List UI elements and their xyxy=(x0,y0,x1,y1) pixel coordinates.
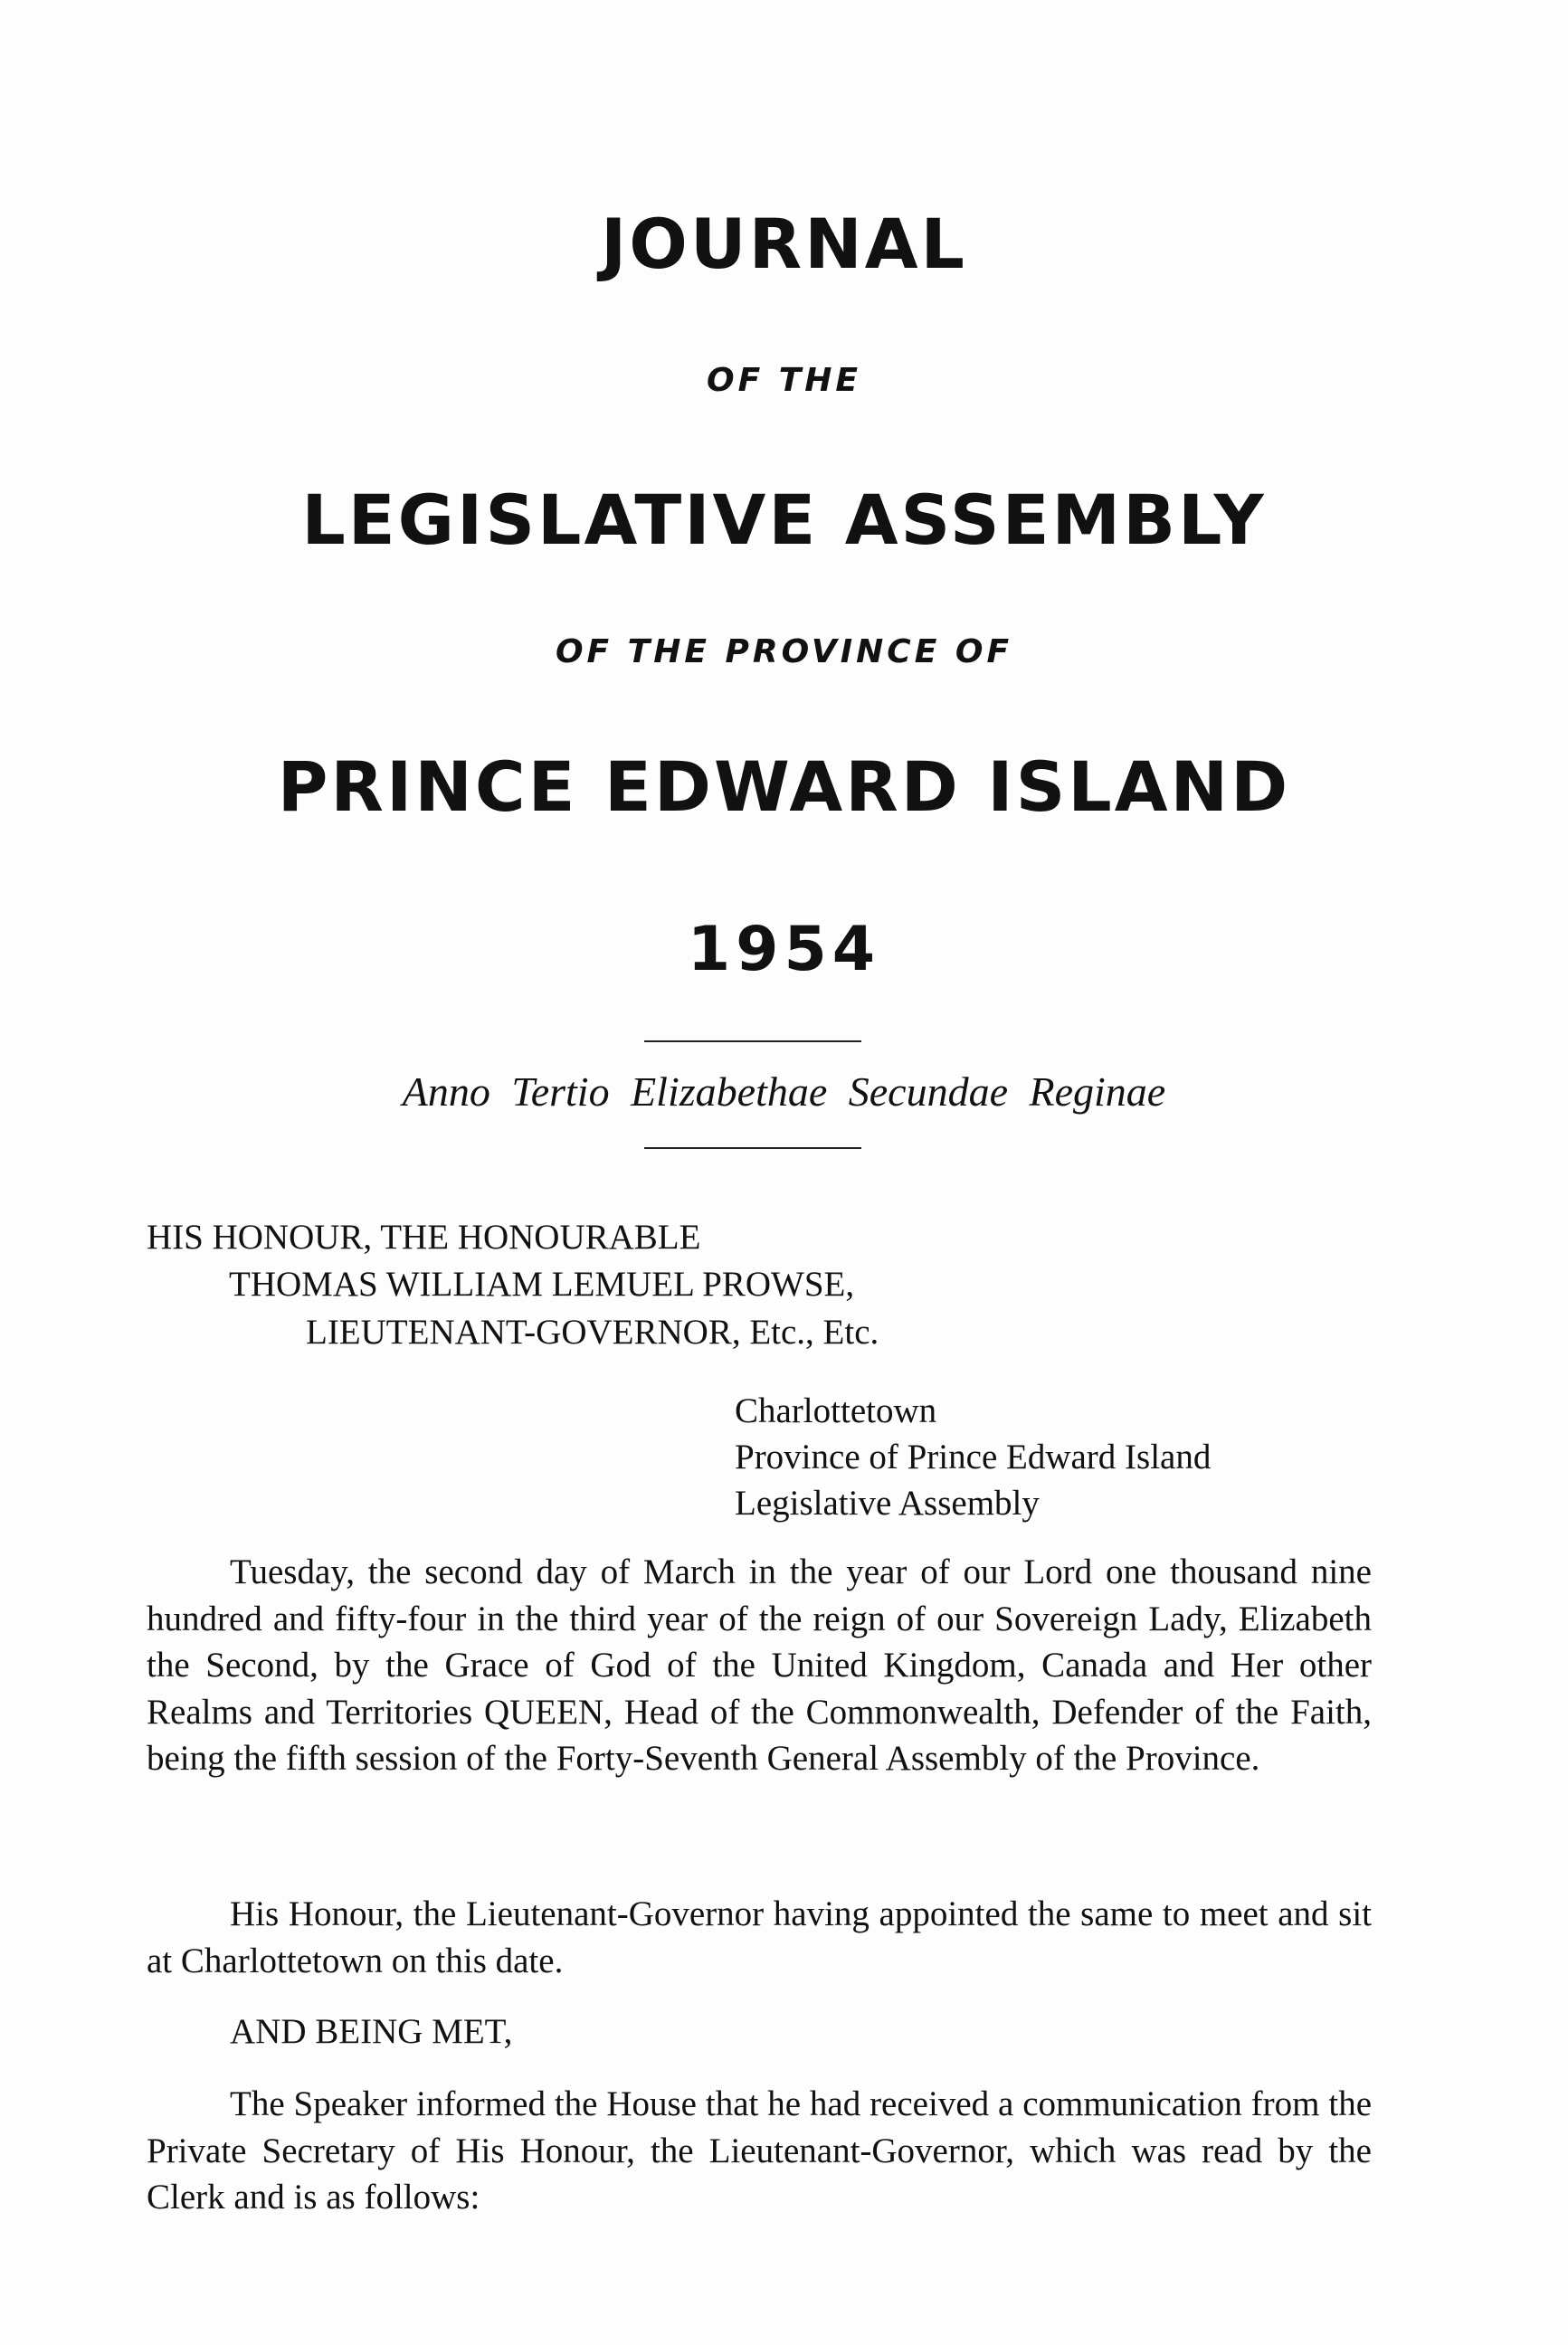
subtitle-of-the-province-of: OF THE PROVINCE OF xyxy=(555,633,1013,670)
title-journal: JOURNAL xyxy=(601,204,967,284)
address-line-2: THOMAS WILLIAM LEMUEL PROWSE, xyxy=(229,1265,855,1304)
title-legislative-assembly: LEGISLATIVE ASSEMBLY xyxy=(301,479,1267,560)
paragraph-speaker-communication: The Speaker informed the House that he had received a communication from the Private Secretary of His Honour, the Lieutenant-Governor, which was read by the Clerk and is as follows: xyxy=(147,2084,1372,2217)
place-line-assembly: Legislative Assembly xyxy=(735,1484,1040,1523)
subtitle-of-the: OF THE xyxy=(706,362,861,399)
paragraph-session-date: Tuesday, the second day of March in the year of our Lord one thousand nine hundred and fifty-four in the third year of the reign of our Sovereign Lady, Elizabeth the Second, by the Grace of God of the United Kingdom, Canada and Her other Realms and Territories QUEEN, Head of the Commonwealth, Defender of the Faith, being the fifth session of the Forty-Seventh General Assembly of the Province. xyxy=(147,1552,1372,1778)
title-province-name: PRINCE EDWARD ISLAND xyxy=(277,746,1291,827)
paragraph-appointment: His Honour, the Lieutenant-Governor having appointed the same to meet and sit at Charlottetown on this date. xyxy=(147,1894,1372,1980)
title-year: 1954 xyxy=(687,914,881,985)
place-line-city: Charlottetown xyxy=(735,1391,937,1430)
place-line-province: Province of Prince Edward Island xyxy=(735,1438,1212,1476)
divider-rule-bottom xyxy=(644,1147,861,1149)
regnal-year-line: Anno Tertio Elizabethae Secundae Reginae xyxy=(402,1068,1166,1115)
address-line-3: LIEUTENANT-GOVERNOR, Etc., Etc. xyxy=(306,1313,879,1352)
address-line-1: HIS HONOUR, THE HONOURABLE xyxy=(147,1218,701,1257)
paragraph-being-met: AND BEING MET, xyxy=(230,2012,513,2051)
divider-rule-top xyxy=(644,1040,861,1042)
